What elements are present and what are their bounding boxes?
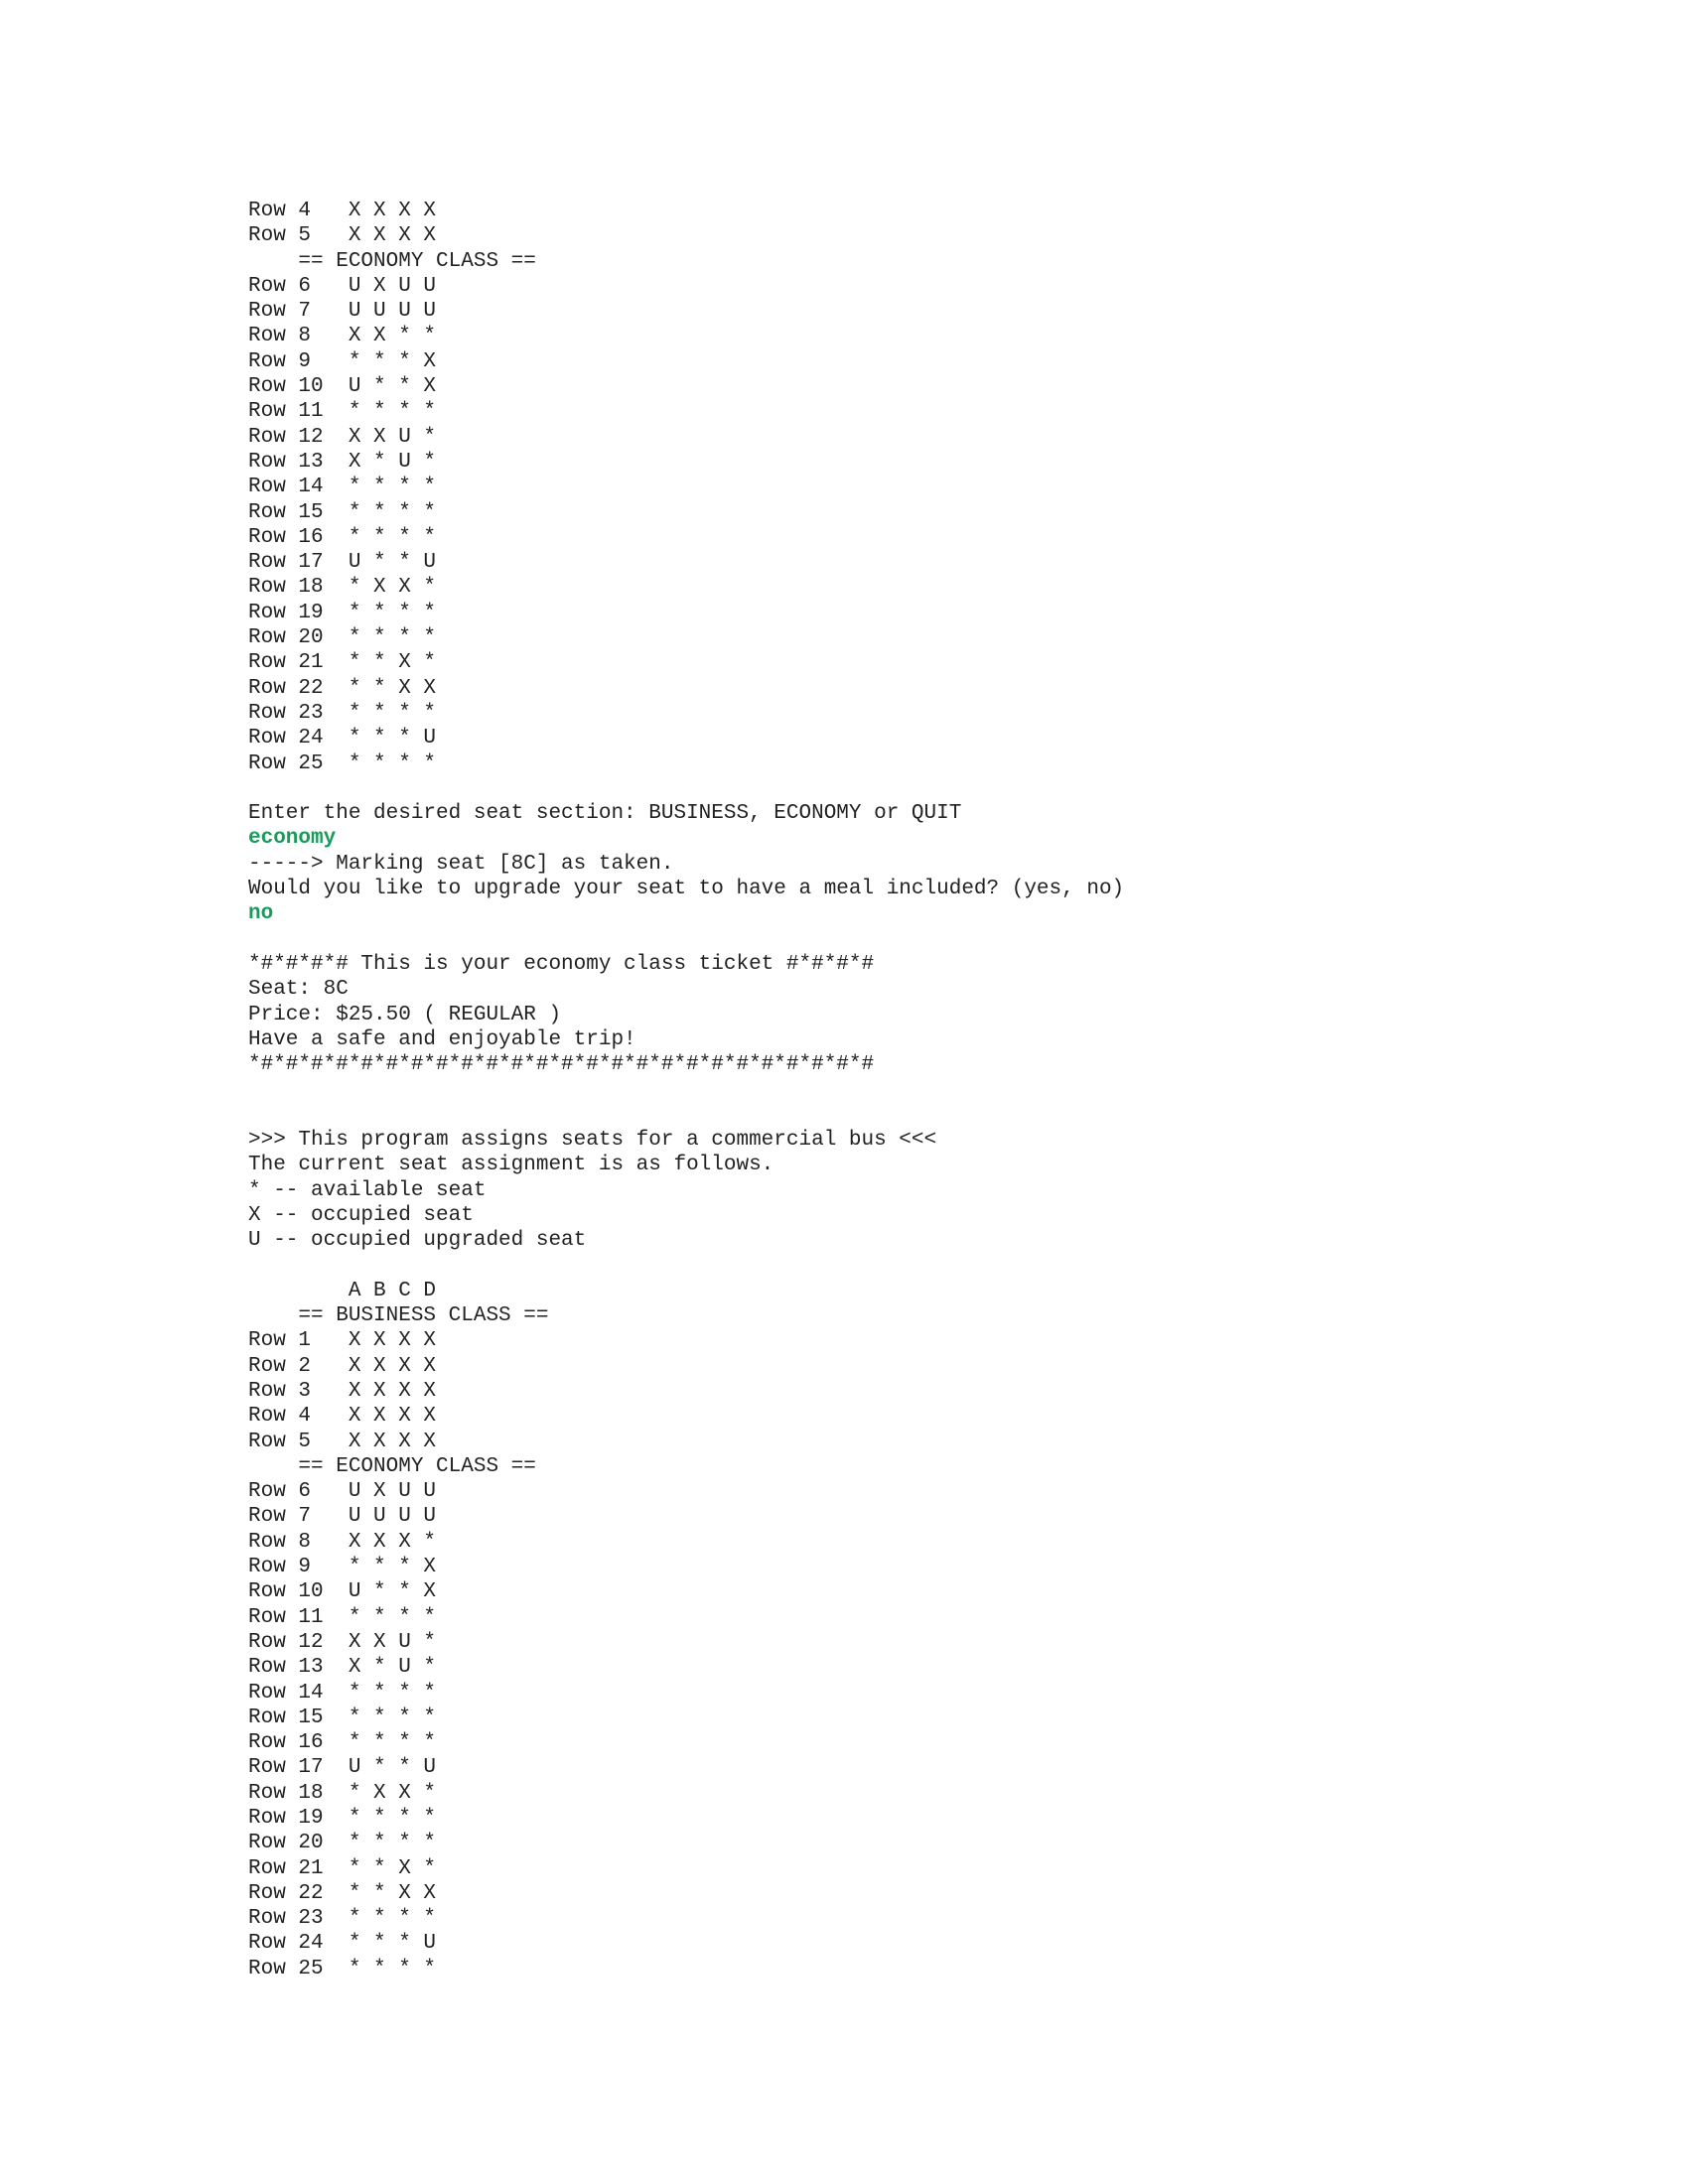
console-line: >>> This program assigns seats for a commercial bus <<< <box>248 1128 937 1152</box>
console-line: Row 12 X X U * <box>248 1630 437 1654</box>
console-line: Row 25 * * * * <box>248 1957 437 1980</box>
console-line: Row 5 X X X X <box>248 224 437 248</box>
console-line: * -- available seat <box>248 1178 487 1202</box>
console-line: Row 7 U U U U <box>248 300 437 324</box>
console-line: Row 2 X X X X <box>248 1354 437 1378</box>
console-line: *#*#*#*# This is your economy class ticket #*#*#*# <box>248 952 875 976</box>
console-output <box>248 199 1539 1981</box>
console-line: *#*#*#*#*#*#*#*#*#*#*#*#*#*#*#*#*#*#*#*#*#*#*#*#*# <box>248 1053 875 1077</box>
console-line: Row 14 * * * * <box>248 1681 437 1705</box>
console-line: Row 24 * * * U <box>248 727 437 751</box>
console-line <box>248 927 1539 952</box>
console-line: Row 8 X X * * <box>248 325 437 348</box>
console-line: Enter the desired seat section: BUSINESS, ECONOMY or QUIT <box>248 802 962 826</box>
console-line: Row 23 * * * * <box>248 701 437 725</box>
console-line: Row 17 U * * U <box>248 551 437 575</box>
console-line: Row 3 X X X X <box>248 1379 437 1403</box>
console-line <box>248 1103 1539 1128</box>
console-line: Row 1 X X X X <box>248 1329 437 1353</box>
console-line: Row 23 * * * * <box>248 1907 437 1931</box>
console-line: Row 8 X X X * <box>248 1530 437 1554</box>
console-line: Row 18 * X X * <box>248 576 437 600</box>
console-line: Row 6 U X U U <box>248 274 437 298</box>
console-line: Row 22 * * X X <box>248 1881 437 1905</box>
console-line: Row 14 * * * * <box>248 476 437 499</box>
console-line: Row 25 * * * * <box>248 751 437 775</box>
console-line: U -- occupied upgraded seat <box>248 1229 587 1253</box>
console-line: Row 21 * * X * <box>248 651 437 675</box>
console-line <box>248 1253 1539 1278</box>
console-line <box>248 776 1539 801</box>
console-line: Row 19 * * * * <box>248 1807 437 1830</box>
console-line: Row 13 X * U * <box>248 450 437 474</box>
console-line: Price: $25.50 ( REGULAR ) <box>248 1003 562 1026</box>
console-line: Row 9 * * * X <box>248 349 437 373</box>
console-line: == ECONOMY CLASS == <box>248 249 536 273</box>
console-line: Row 19 * * * * <box>248 601 437 624</box>
console-line: Row 16 * * * * <box>248 525 437 549</box>
user-input-line: no <box>248 902 274 926</box>
console-line: Seat: 8C <box>248 978 349 1002</box>
console-line: Row 6 U X U U <box>248 1480 437 1504</box>
console-line: Row 7 U U U U <box>248 1505 437 1529</box>
console-line: X -- occupied seat <box>248 1203 474 1227</box>
console-line: Have a safe and enjoyable trip! <box>248 1027 636 1051</box>
console-line: Row 5 X X X X <box>248 1430 437 1453</box>
console-line: Row 10 U * * X <box>248 1580 437 1604</box>
console-line <box>248 1077 1539 1102</box>
console-line: Would you like to upgrade your seat to have a meal included? (yes, no) <box>248 878 1125 901</box>
console-line: Row 20 * * * * <box>248 1832 437 1855</box>
console-line: Row 12 X X U * <box>248 425 437 449</box>
console-line: Row 16 * * * * <box>248 1731 437 1755</box>
console-line: The current seat assignment is as follows. <box>248 1154 774 1177</box>
console-line: Row 4 X X X X <box>248 200 437 222</box>
console-line: Row 22 * * X X <box>248 676 437 700</box>
console-line: Row 4 X X X X <box>248 1405 437 1429</box>
console-line: Row 11 * * * * <box>248 1605 437 1629</box>
console-line: == BUSINESS CLASS == <box>248 1304 549 1328</box>
console-line: Row 24 * * * U <box>248 1932 437 1956</box>
console-line: Row 18 * X X * <box>248 1781 437 1805</box>
user-input-line: economy <box>248 827 337 851</box>
console-line: Row 15 * * * * <box>248 500 437 524</box>
console-line: Row 17 U * * U <box>248 1756 437 1780</box>
console-line: Row 20 * * * * <box>248 626 437 650</box>
console-line: A B C D <box>248 1279 437 1302</box>
console-line: == ECONOMY CLASS == <box>248 1454 536 1478</box>
console-line: Row 13 X * U * <box>248 1656 437 1680</box>
console-line: Row 10 U * * X <box>248 375 437 399</box>
console-line: Row 15 * * * * <box>248 1706 437 1729</box>
console-line: Row 9 * * * X <box>248 1556 437 1579</box>
console-line: Row 11 * * * * <box>248 400 437 424</box>
console-line: -----> Marking seat [8C] as taken. <box>248 852 674 876</box>
console-line: Row 21 * * X * <box>248 1856 437 1880</box>
